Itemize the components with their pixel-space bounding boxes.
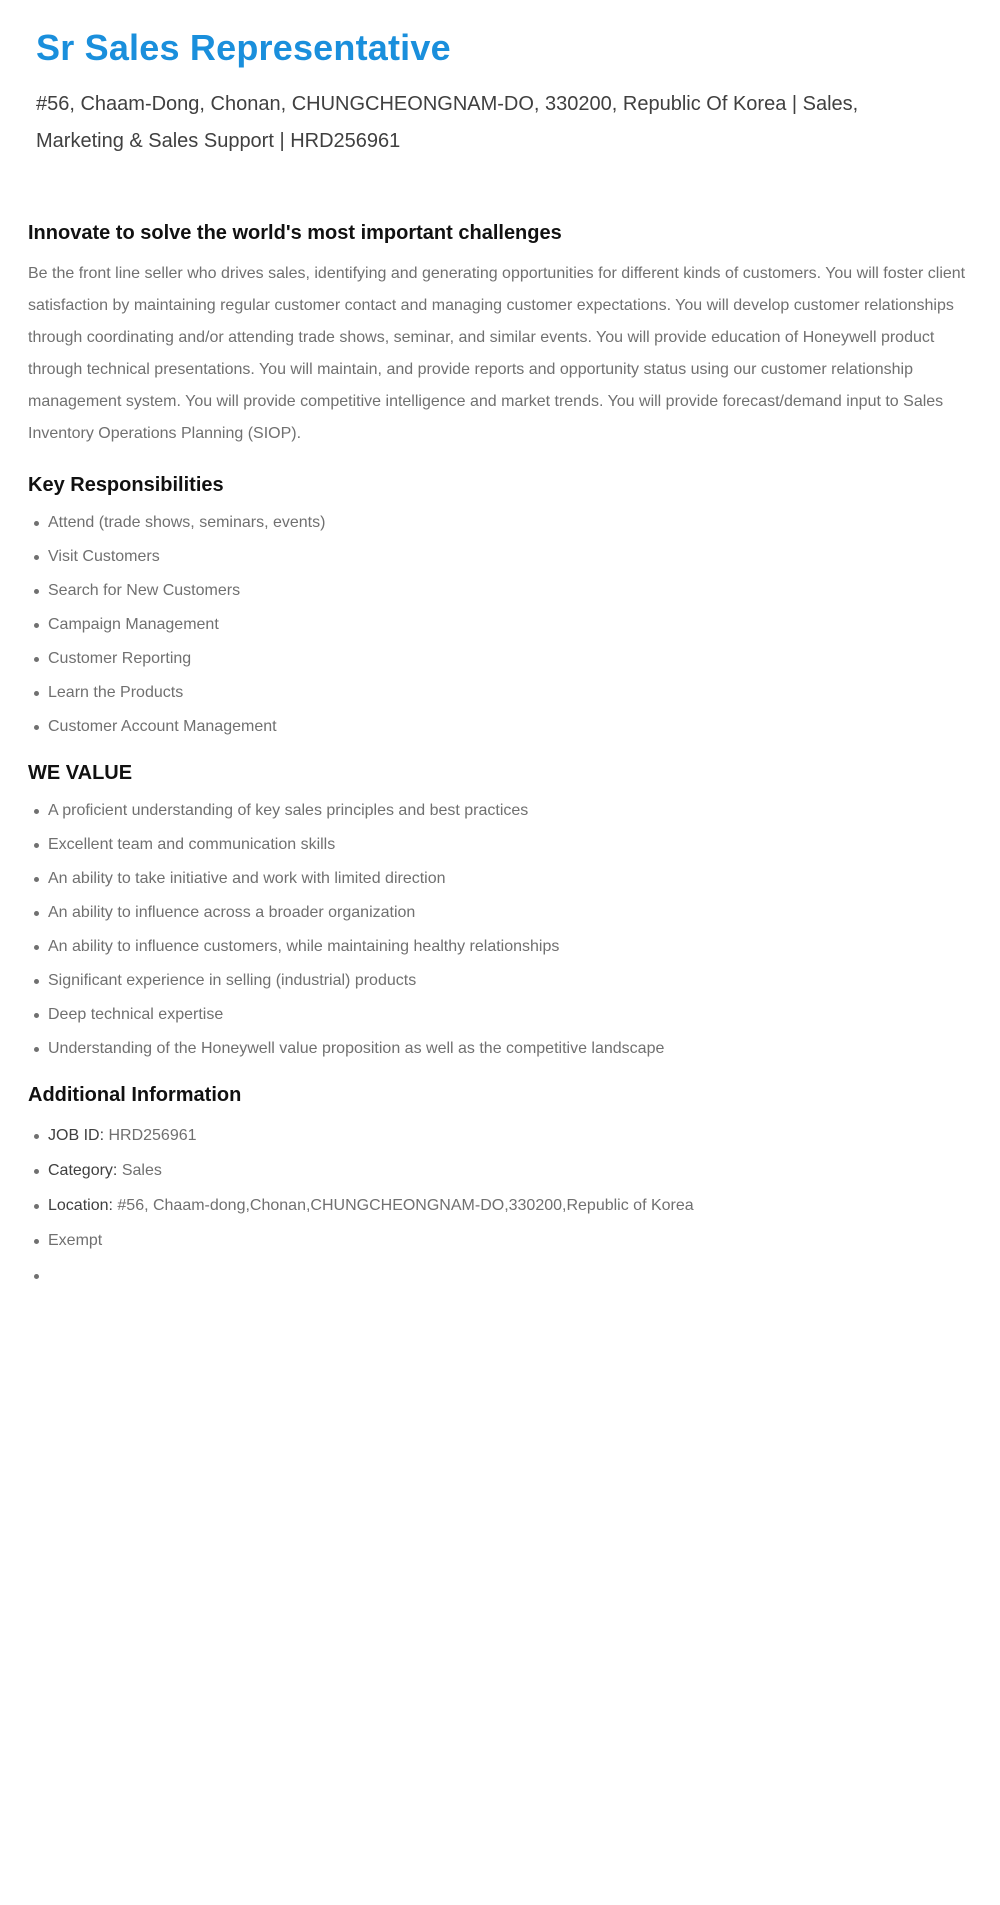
- job-id-label: JOB ID:: [48, 1127, 105, 1144]
- list-item: Deep technical expertise: [28, 998, 978, 1032]
- list-item: Attend (trade shows, seminars, events): [28, 506, 978, 540]
- job-header: [36, 22, 916, 160]
- location-label: Location:: [48, 1197, 113, 1214]
- intro-paragraph: Be the front line seller who drives sales, identifying and generating opportunities for different kinds of customers. You will foster client satisfaction by maintaining regular customer contact and managing customer expectations. You will develop customer relationships through coordinating and/or attending trade shows, seminar, and similar events. You will provide education of Honeywell product through technical presentations. You will maintain, and provide reports and opportunity status using our customer relationship management system. You will provide competitive intelligence and market trends. You will provide forecast/demand input to Sales Inventory Operations Planning (SIOP).: [28, 265, 966, 442]
- list-item: Visit Customers: [28, 540, 978, 574]
- exempt-item: Exempt: [28, 1223, 978, 1258]
- category-value: Sales: [121, 1162, 162, 1179]
- job-description: [28, 218, 978, 1293]
- job-id-value: HRD256961: [108, 1127, 197, 1144]
- list-item: An ability to take initiative and work with limited direction: [28, 862, 978, 896]
- category-label: Category:: [48, 1162, 118, 1179]
- list-item: An ability to influence customers, while maintaining healthy relationships: [28, 930, 978, 964]
- job-id-item: [28, 1118, 978, 1153]
- list-item: A proficient understanding of key sales principles and best practices: [28, 794, 978, 828]
- location-value: #56, Chaam-dong,Chonan,CHUNGCHEONGNAM-DO,330200,Republic of Korea: [117, 1197, 694, 1214]
- list-item: Learn the Products: [28, 676, 978, 710]
- list-item: Customer Reporting: [28, 642, 978, 676]
- empty-list-item: [28, 1258, 978, 1293]
- list-item: Search for New Customers: [28, 574, 978, 608]
- intro-heading: Innovate to solve the world's most important challenges: [28, 222, 562, 244]
- additional-info-heading: Additional Information: [28, 1084, 242, 1106]
- job-meta: #56, Chaam-Dong, Chonan, CHUNGCHEONGNAM-DO, 330200, Republic Of Korea | Sales, Marketing & Sales Support | HRD256961: [36, 93, 859, 152]
- values-list: [28, 794, 978, 1066]
- list-item: Customer Account Management: [28, 710, 978, 744]
- category-item: [28, 1153, 978, 1188]
- list-item: An ability to influence across a broader organization: [28, 896, 978, 930]
- values-heading: WE VALUE: [28, 762, 133, 784]
- location-item: [28, 1188, 978, 1223]
- responsibilities-list: [28, 506, 978, 744]
- list-item: Understanding of the Honeywell value proposition as well as the competitive landscape: [28, 1032, 978, 1066]
- list-item: Excellent team and communication skills: [28, 828, 978, 862]
- additional-info-list: [28, 1118, 978, 1293]
- list-item: Campaign Management: [28, 608, 978, 642]
- responsibilities-heading: Key Responsibilities: [28, 474, 224, 496]
- job-title: Sr Sales Representative: [36, 27, 451, 68]
- list-item: Significant experience in selling (industrial) products: [28, 964, 978, 998]
